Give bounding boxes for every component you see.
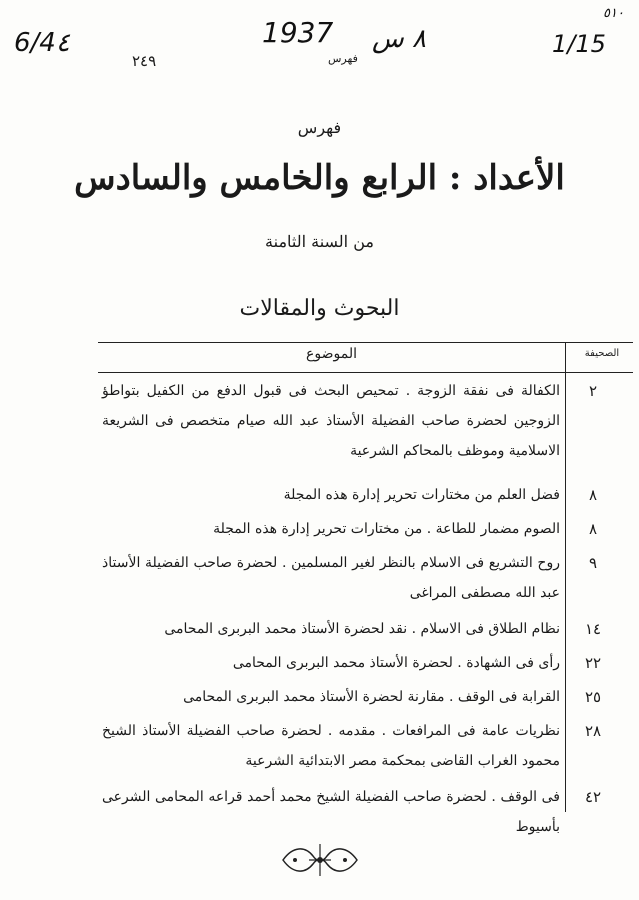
- row-page-number: ٤٢: [584, 788, 602, 806]
- row-subject: فضل العلم من مختارات تحرير إدارة هذه المجلة: [283, 487, 560, 503]
- row-subject: الصوم مضمار للطاعة . من مختارات تحرير إدارة هذه المجلة: [213, 521, 560, 537]
- row-subject: رأى فى الشهادة . لحضرة الأستاذ محمد البربرى المحامى: [232, 655, 560, 671]
- handwritten-note-left: 6/4٤: [14, 28, 70, 58]
- row-page-number: ٢٨: [584, 722, 602, 740]
- column-header-subject: الموضوع: [306, 346, 357, 362]
- handwritten-note-middle: ٨ س: [372, 24, 426, 54]
- table-top-rule: [98, 342, 633, 343]
- row-subject: الكفالة فى نفقة الزوجة . تمحيص البحث فى قبول الدفع من الكفيل بتواطؤ الزوجين لحضرة صاحب الفضيلة الأستاذ عبد الله صيام متخصص فى الشريعة الاسلامية وموظف بالمحاكم الشرعية: [102, 383, 560, 459]
- section-title: البحوث والمقالات: [239, 296, 400, 321]
- row-page-number: ٨: [588, 486, 598, 504]
- row-page-number: ٩: [588, 554, 598, 572]
- handwritten-note-small: ٥١٠: [603, 6, 624, 21]
- page-title: الأعداد : الرابع والخامس والسادس: [74, 158, 565, 198]
- row-subject: روح التشريع فى الاسلام بالنظر لغير المسلمين . لحضرة صاحب الفضيلة الأستاذ عبد الله مصطفى المراغى: [102, 555, 560, 601]
- row-page-number: ٢٢: [584, 654, 602, 672]
- row-subject: القرابة فى الوقف . مقارنة لحضرة الأستاذ محمد البربرى المحامى: [183, 689, 560, 705]
- row-subject: نظام الطلاق فى الاسلام . نقد لحضرة الأستاذ محمد البربرى المحامى: [164, 621, 560, 637]
- table-header-rule: [98, 372, 633, 373]
- row-page-number: ٨: [588, 520, 598, 538]
- handwritten-year: 1937: [262, 16, 334, 49]
- row-page-number: ٢: [588, 382, 598, 400]
- row-subject: نظريات عامة فى المرافعات . مقدمه . لحضرة صاحب الفضيلة الأستاذ الشيخ محمود الغراب القاضى بمحكمة مصر الابتدائية الشرعية: [102, 723, 560, 769]
- row-page-number: ١٤: [584, 620, 602, 638]
- table-column-divider: [565, 342, 566, 812]
- handwritten-note-right: 1/15: [552, 30, 606, 58]
- row-subject: فى الوقف . لحضرة صاحب الفضيلة الشيخ محمد أحمد قراعه المحامى الشرعى بأسيوط: [102, 789, 560, 835]
- running-head: فهرس: [328, 52, 358, 65]
- subtitle: من السنة الثامنة: [265, 232, 374, 251]
- decorative-ornament-icon: [279, 840, 361, 880]
- column-header-page: الصحيفة: [584, 348, 620, 359]
- index-label: فهرس: [297, 118, 342, 137]
- page-number: ٢٤٩: [132, 52, 157, 70]
- row-page-number: ٢٥: [584, 688, 602, 706]
